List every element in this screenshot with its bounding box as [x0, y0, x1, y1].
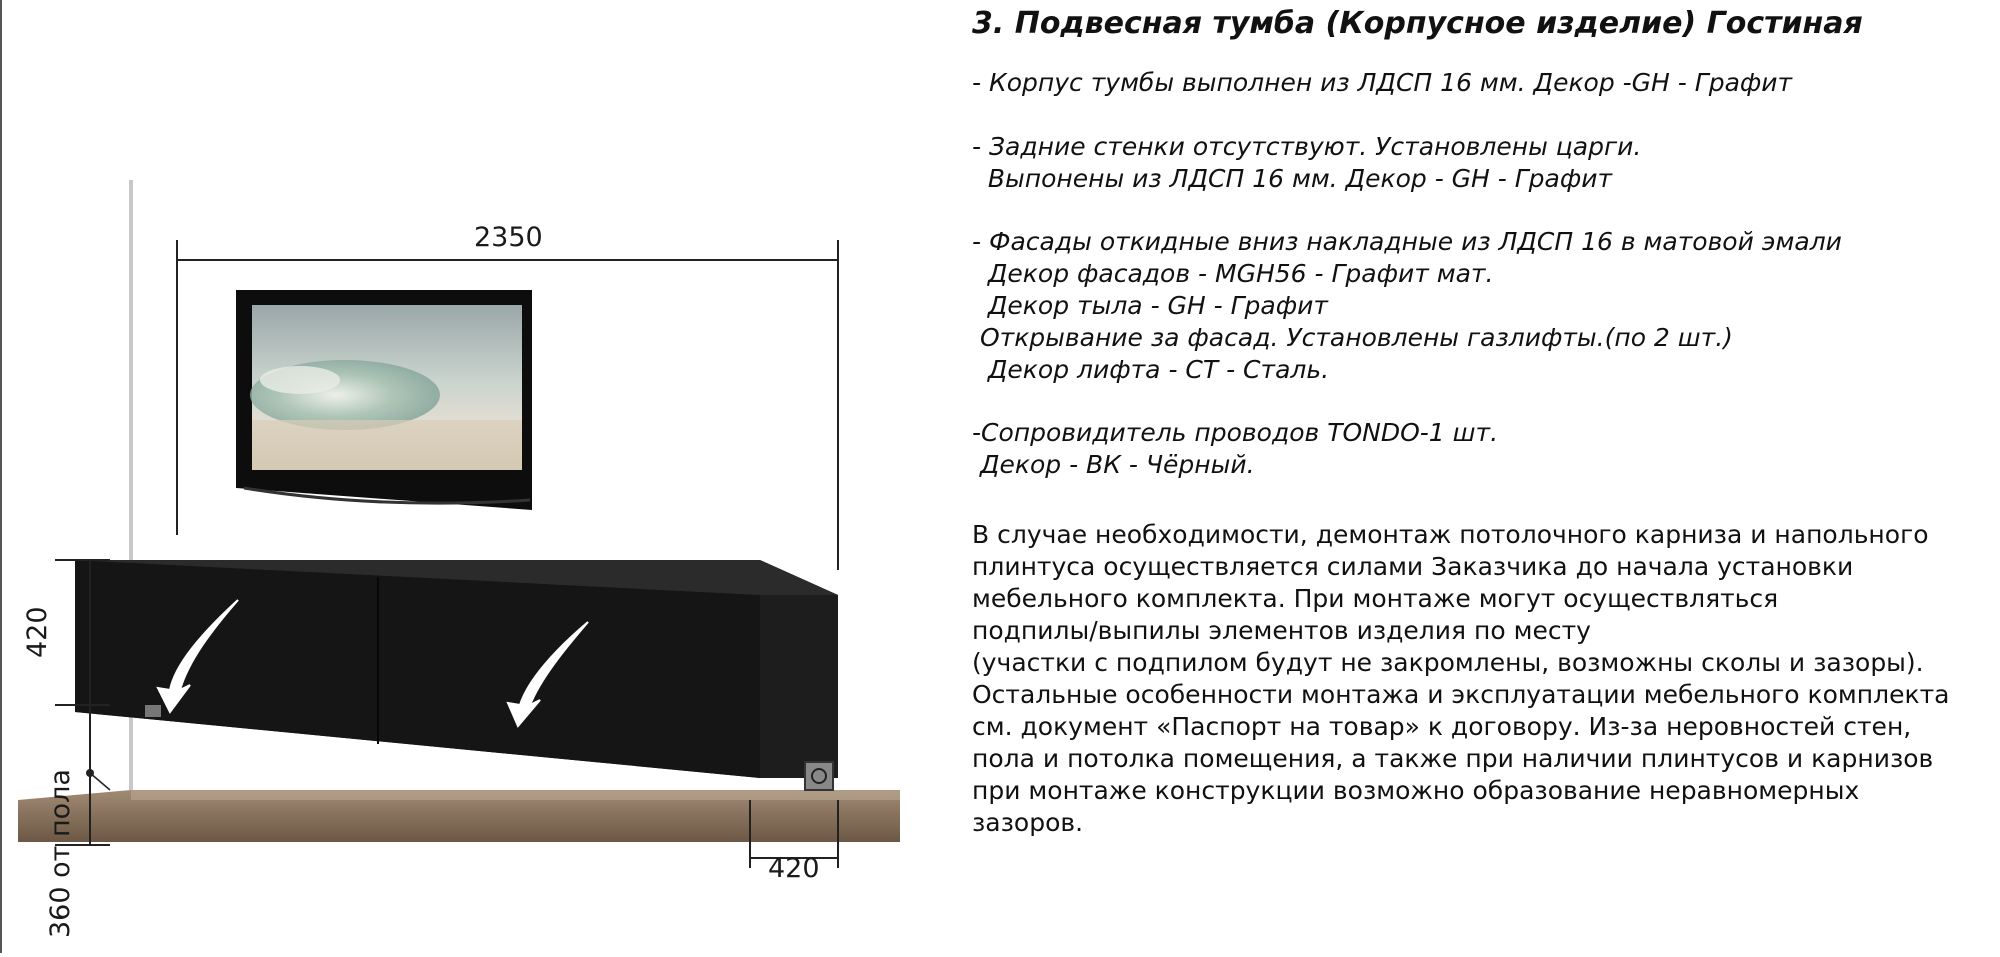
spec-line: - Задние стенки отсутствуют. Установлены царги. — [972, 132, 1642, 161]
spec-line: Декор тыла - GH - Графит — [972, 291, 1328, 320]
spec-line: Декор - ВК - Чёрный. — [972, 450, 1255, 479]
spec-line: Декор лифта - СТ - Сталь. — [972, 355, 1330, 384]
spec-line: -Сопровидитель проводов TONDO-1 шт. — [972, 418, 1499, 447]
cabinet-illustration — [0, 0, 960, 953]
note-line: мебельного комплекта. При монтаже могут осуществляться — [972, 584, 1779, 613]
cable-outlet-icon — [805, 762, 833, 790]
dimension-height-label: 420 — [22, 606, 53, 658]
spec-line: Декор фасадов - MGH56 - Графит мат. — [972, 259, 1494, 288]
spec-line: Открывание за фасад. Установлены газлифты.(по 2 шт.) — [972, 323, 1733, 352]
hanging-cabinet — [75, 560, 838, 790]
note-line: см. документ «Паспорт на товар» к договору. Из-за неровностей стен, — [972, 712, 1912, 741]
tv-icon — [236, 290, 532, 510]
note-line: плинтуса осуществляется силами Заказчика до начала установки — [972, 552, 1854, 581]
dimension-depth-label: 420 — [768, 853, 820, 884]
dimension-width-label: 2350 — [474, 222, 543, 253]
note-line: зазоров. — [972, 808, 1084, 837]
note-line: В случае необходимости, демонтаж потолочного карниза и напольного — [972, 520, 1929, 549]
spec-line: Выпонены из ЛДСП 16 мм. Декор - GH - Графит — [972, 164, 1613, 193]
note-line: пола и потолка помещения, а также при наличии плинтусов и карнизов — [972, 744, 1934, 773]
note-line: (участки с подпилом будут не закромлены, возможны сколы и зазоры). — [972, 648, 1924, 677]
dimension-floor-label: 360 от пола — [45, 769, 76, 938]
spec-line: - Фасады откидные вниз накладные из ЛДСП 16 в матовой эмали — [972, 227, 1842, 256]
note-line: при монтаже конструкции возможно образование неравномерных — [972, 776, 1860, 805]
spec-line: - Корпус тумбы выполнен из ЛДСП 16 мм. Декор -GH - Графит — [972, 68, 1793, 97]
note-line: подпилы/выпилы элементов изделия по месту — [972, 616, 1591, 645]
furniture-drawing — [0, 0, 960, 953]
note-line: Остальные особенности монтажа и эксплуатации мебельного комплекта — [972, 680, 1950, 709]
spec-title: 3. Подвесная тумба (Корпусное изделие) Гостиная — [972, 6, 1863, 41]
